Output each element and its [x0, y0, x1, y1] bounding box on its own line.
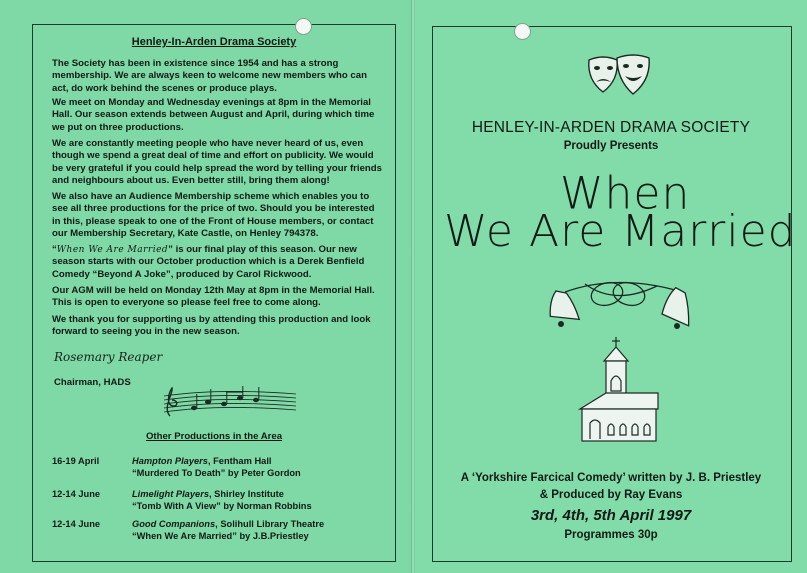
title-when: When	[560, 167, 691, 220]
intro-paragraph: The Society has been in existence since 1954 and has a strong membership. We are always keen to welcome new members who can act, do work behind the scenes or produce plays.	[52, 58, 367, 94]
title-we-are-married: We Are Married	[444, 206, 797, 257]
society-heading: Henley-In-Arden Drama Society	[131, 36, 297, 48]
play-title-script: When We Are Married	[56, 245, 169, 255]
theatre-masks-icon	[583, 52, 655, 102]
season-text: ” is our final play of this season. Our new season starts with our October production which is a Derek Benfield Comedy “Beyond A Joke”, produced by Carol Rickwood.	[52, 244, 365, 280]
performance-dates: 3rd, 4th, 5th April 1997	[530, 507, 692, 524]
season-paragraph	[52, 244, 382, 281]
society-name: HENLEY-IN-ARDEN DRAMA SOCIETY	[471, 119, 751, 136]
signature-role: Chairman, HADS	[54, 377, 131, 388]
production-play: “When We Are Married” by J.B.Priestley	[132, 531, 309, 541]
production-date: 16-19 April	[52, 456, 100, 466]
production-venue: , Fentham Hall	[207, 456, 272, 466]
punch-hole-left	[295, 18, 312, 35]
production-row	[52, 455, 382, 481]
agm-paragraph: Our AGM will be held on Monday 12th May at 8pm in the Memorial Hall. This is open to everyone so please feel free to come along.	[52, 285, 375, 309]
production-row	[52, 488, 382, 514]
other-productions-heading: Other Productions in the Area	[145, 431, 283, 442]
thanks-paragraph: We thank you for supporting us by attending this production and look forward to seeing you in the new season.	[52, 314, 371, 338]
production-play: “Tomb With A View” by Norman Robbins	[132, 501, 312, 511]
production-play: “Murdered To Death” by Peter Gordon	[132, 468, 301, 478]
page-fold	[411, 0, 415, 573]
production-row	[52, 518, 382, 544]
production-date: 12-14 June	[52, 489, 101, 499]
producer-line: & Produced by Ray Evans	[539, 489, 683, 501]
production-company: Good Companions	[132, 519, 216, 529]
quote-open: “	[52, 244, 57, 255]
play-tagline: A ‘Yorkshire Farcical Comedy’ written by J. B. Priestley	[460, 472, 762, 484]
music-notes-icon	[160, 386, 300, 420]
church-icon	[576, 337, 662, 447]
presents-line: Proudly Presents	[563, 140, 659, 152]
punch-hole-right	[514, 23, 531, 40]
publicity-paragraph: We are constantly meeting people who have never heard of us, even though we spend a great deal of time and effort on publicity. We would be very grateful if you could help spread the word by telling your friends and neighbours about us. Even better still, bring them along!	[52, 138, 382, 187]
production-date: 12-14 June	[52, 519, 101, 529]
production-company: Hampton Players	[132, 456, 208, 466]
production-company: Limelight Players	[132, 489, 209, 499]
production-venue: , Shirley Institute	[209, 489, 284, 499]
meeting-paragraph: We meet on Monday and Wednesday evenings at 8pm in the Memorial Hall. Our season extends between August and April, during which time we put on three productions.	[52, 97, 375, 133]
signature: Rosemary Reaper	[54, 350, 163, 364]
production-venue: , Solihull Library Theatre	[215, 519, 325, 529]
programme-price: Programmes 30p	[564, 529, 658, 541]
wedding-bells-icon	[545, 268, 695, 334]
membership-paragraph: We also have an Audience Membership scheme which enables you to see all three productions for the price of two. Should you be interested in this, please speak to one of the Front of House members, or contact our Membership Secretary, Kate Castle, on Henley 794378.	[52, 191, 375, 240]
